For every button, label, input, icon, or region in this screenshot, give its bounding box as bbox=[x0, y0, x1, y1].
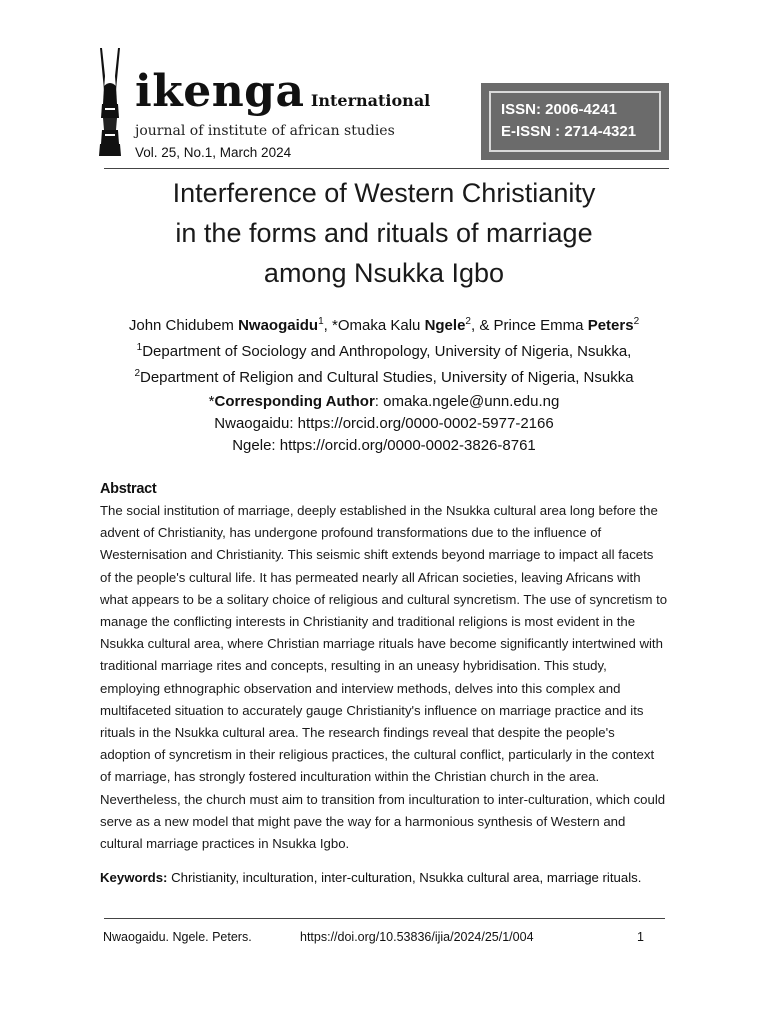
orcid-1[interactable]: Nwaogaidu: https://orcid.org/0000-0002-5977-2166 bbox=[214, 415, 554, 432]
article-title bbox=[100, 173, 668, 293]
issn-inner bbox=[489, 91, 661, 152]
journal-brand bbox=[135, 66, 431, 117]
author-list bbox=[100, 311, 668, 389]
corr-email[interactable]: : omaka.ngele@unn.edu.ng bbox=[374, 393, 560, 410]
title-line: Interference of Western Christianity bbox=[172, 178, 596, 208]
author-3-sup: 2 bbox=[633, 316, 640, 327]
author-2-sup: 2 bbox=[465, 316, 471, 327]
brand-name: ikenga bbox=[135, 66, 305, 117]
corresponding-author bbox=[100, 391, 668, 413]
contact-info bbox=[100, 391, 668, 457]
keywords-text: Christianity, inculturation, inter-culturation, Nsukka cultural area, marriage rituals. bbox=[167, 870, 642, 885]
footer-authors: Nwaogaidu. Ngele. Peters. bbox=[103, 930, 252, 944]
footer-doi[interactable]: https://doi.org/10.53836/ijia/2024/25/1/004 bbox=[300, 930, 534, 944]
affiliation-1 bbox=[100, 337, 668, 363]
page-number: 1 bbox=[637, 930, 644, 944]
affiliation-2-sup: 2 bbox=[134, 368, 140, 379]
affiliation-1-sup: 1 bbox=[136, 342, 143, 353]
keywords bbox=[100, 867, 668, 889]
journal-subtitle: journal of institute of african studies bbox=[135, 123, 395, 139]
issn: ISSN: 2006-4241 bbox=[501, 101, 617, 118]
author-names bbox=[100, 311, 668, 337]
keywords-label: Keywords: bbox=[100, 870, 168, 885]
title-line: in the forms and rituals of marriage bbox=[175, 218, 593, 248]
author-2-first: , *Omaka Kalu bbox=[323, 317, 425, 334]
affiliation-2-text: Department of Religion and Cultural Studies, University of Nigeria, Nsukka bbox=[140, 369, 634, 386]
header-divider bbox=[104, 168, 669, 169]
author-3-first: , & Prince Emma bbox=[470, 317, 588, 334]
author-2-last: Ngele bbox=[424, 317, 466, 334]
orcid-2[interactable]: Ngele: https://orcid.org/0000-0002-3826-8761 bbox=[232, 437, 536, 454]
abstract-heading: Abstract bbox=[100, 481, 157, 497]
footer-divider bbox=[104, 918, 665, 919]
corr-prefix: * bbox=[208, 393, 215, 410]
affiliation-2 bbox=[100, 363, 668, 389]
author-3-last: Peters bbox=[587, 317, 634, 334]
abstract-text: The social institution of marriage, deeply established in the Nsukka cultural area long before the advent of Christianity, has undergone profound transformations due to the influence of Westernisation and Christianity. This seismic shift extends beyond marriage to impact all facets of the people's cultural life. It has permeated nearly all African societies, leaving Africans with what appears to be a solitary choice of religious and cultural syncretism. The use of syncretism to manage the conflicting interests in Christianity and traditional religions is most evident in the Nsukka cultural area, where Christian marriage rituals have become significantly intertwined with traditional marriage rites and concepts, resulting in an uneasy hybridisation. This study, employing ethnographic observation and interview methods, delves into this complex and multifaceted situation to accurately gauge Christianity's influence on marriage practice and its rituals in the Nsukka cultural area. The research findings reveal that despite the people's adoption of syncretism in their religious practices, the cultural conflict, particularly in the context of marriage, has strongly fostered inculturation within the Christian church in the area. Nevertheless, the church must aim to transition from inculturation to inter-culturation, which could serve as a new model that might pave the way for a harmonious synthesis of Western and cultural marriage practices in Nsukka Igbo. bbox=[100, 503, 668, 852]
corr-label: Corresponding Author bbox=[214, 393, 375, 410]
author-1-sup: 1 bbox=[318, 316, 324, 327]
brand-suffix: International bbox=[310, 91, 431, 110]
ikenga-figure-icon bbox=[96, 46, 124, 158]
volume-info: Vol. 25, No.1, March 2024 bbox=[135, 145, 292, 160]
eissn: E-ISSN : 2714-4321 bbox=[501, 123, 637, 140]
affiliation-1-text: Department of Sociology and Anthropology, University of Nigeria, Nsukka, bbox=[142, 343, 632, 360]
title-line: among Nsukka Igbo bbox=[263, 258, 505, 288]
author-1-last: Nwaogaidu bbox=[238, 317, 319, 334]
issn-box bbox=[481, 83, 669, 160]
author-1-first: John Chidubem bbox=[128, 317, 239, 334]
